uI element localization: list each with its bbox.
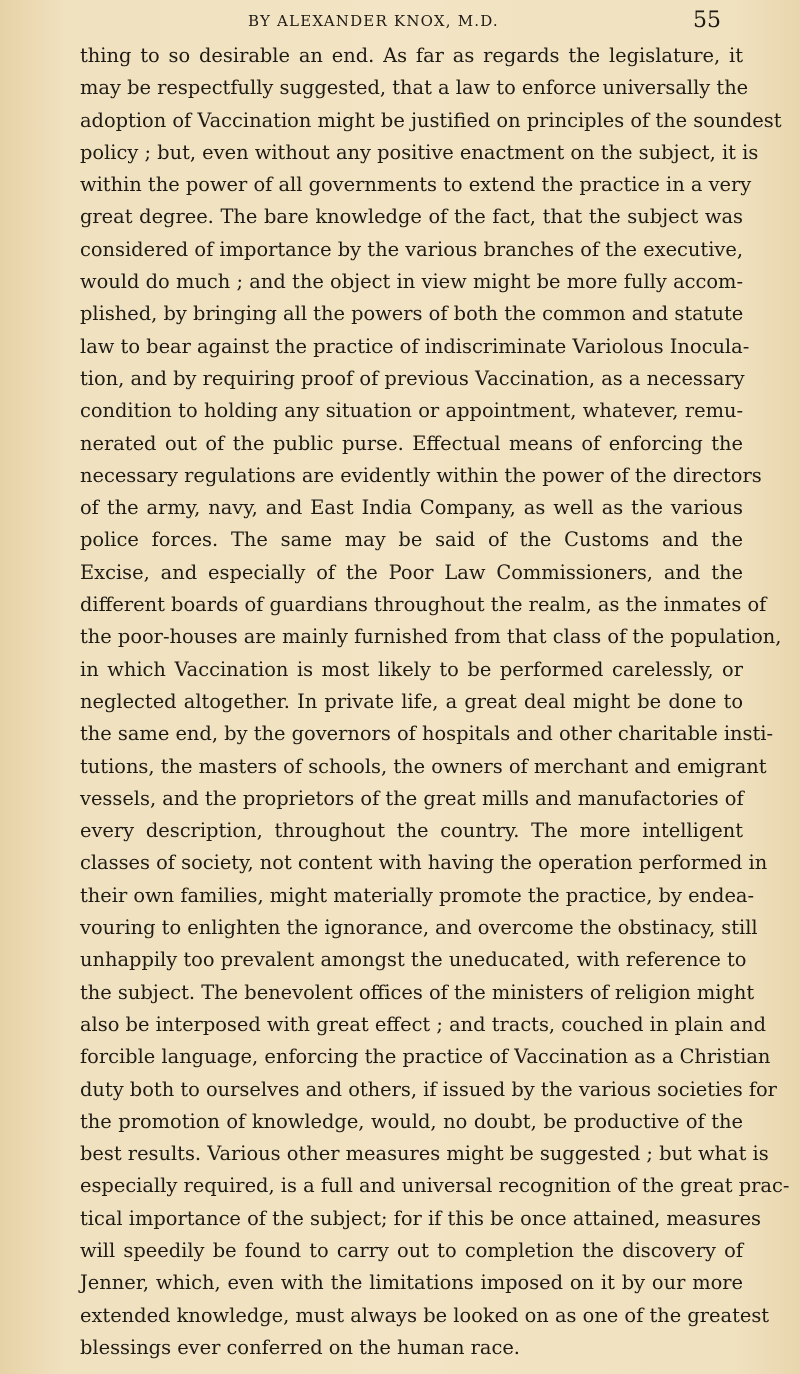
text-line: vouring to enlighten the ignorance, and overcome the obstinacy, still	[80, 916, 758, 940]
text-line: tutions, the masters of schools, the owners of merchant and emigrant	[80, 754, 767, 778]
text-line: every description, throughout the country. The more intelligent	[80, 819, 743, 843]
text-line: neglected altogether. In private life, a great deal might be done to	[80, 689, 743, 713]
text-line: duty both to ourselves and others, if issued by the various societies for	[80, 1077, 777, 1101]
text-line: of the army, navy, and East India Company, as well as the various	[80, 496, 743, 520]
text-line: condition to holding any situation or appointment, whatever, remu-	[80, 399, 743, 423]
text-line: their own families, might materially promote the practice, by endea-	[80, 883, 755, 907]
text-line: thing to so desirable an end. As far as regards the legislature, it	[80, 44, 743, 67]
text-line: may be respectfully suggested, that a law to enforce universally the	[80, 76, 749, 100]
text-line: within the power of all governments to extend the practice in a very	[80, 173, 752, 197]
text-line: also be interposed with great effect ; and tracts, couched in plain and	[80, 1012, 767, 1036]
text-line: the promotion of knowledge, would, no doubt, be productive of the	[80, 1109, 743, 1133]
text-line: best results. Various other measures might be suggested ; but what is	[80, 1142, 769, 1166]
body-paragraph	[80, 40, 790, 1364]
text-line: great degree. The bare knowledge of the fact, that the subject was	[80, 205, 743, 229]
running-title: BY ALEXANDER KNOX, M.D.	[248, 12, 499, 30]
text-line: in which Vaccination is most likely to be performed carelessly, or	[80, 657, 743, 681]
text-line: necessary regulations are evidently within the power of the directors	[80, 463, 762, 487]
text-line: adoption of Vaccination might be justified on principles of the soundest	[80, 108, 782, 132]
text-line: extended knowledge, must always be looked on as one of the greatest	[80, 1303, 770, 1327]
text-line: policy ; but, even without any positive enactment on the subject, it is	[80, 140, 759, 164]
text-line: forcible language, enforcing the practice of Vaccination as a Christian	[80, 1045, 771, 1069]
text-line: considered of importance by the various branches of the executive,	[80, 237, 743, 261]
text-line: vessels, and the proprietors of the great mills and manufactories of	[80, 786, 744, 810]
text-line: blessings ever conferred on the human race.	[80, 1335, 520, 1359]
text-line: the poor-houses are mainly furnished from that class of the population,	[80, 625, 782, 649]
text-line: the same end, by the governors of hospitals and other charitable insti-	[80, 722, 774, 746]
text-line: Jenner, which, even with the limitations imposed on it by our more	[80, 1271, 743, 1295]
text-line: Excise, and especially of the Poor Law Commissioners, and the	[80, 560, 743, 584]
text-line: will speedily be found to carry out to completion the discovery of	[80, 1238, 743, 1262]
text-line: nerated out of the public purse. Effectual means of enforcing the	[80, 431, 743, 455]
text-line: law to bear against the practice of indiscriminate Variolous Inocula-	[80, 334, 750, 358]
text-line: unhappily too prevalent amongst the uneducated, with reference to	[80, 948, 747, 972]
text-line: plished, by bringing all the powers of both the common and statute	[80, 302, 744, 326]
text-line: tical importance of the subject; for if this be once attained, measures	[80, 1206, 761, 1230]
text-line: tion, and by requiring proof of previous Vaccination, as a necessary	[80, 366, 745, 390]
text-line: different boards of guardians throughout the realm, as the inmates of	[80, 593, 767, 617]
running-head	[0, 10, 800, 40]
text-line: would do much ; and the object in view might be more fully accom-	[80, 270, 743, 294]
text-line: the subject. The benevolent offices of the ministers of religion might	[80, 980, 755, 1004]
page-number: 55	[693, 8, 721, 33]
text-line: especially required, is a full and universal recognition of the great prac-	[80, 1174, 790, 1198]
text-line: classes of society, not content with having the operation performed in	[80, 851, 768, 875]
text-line: police forces. The same may be said of the Customs and the	[80, 528, 743, 552]
